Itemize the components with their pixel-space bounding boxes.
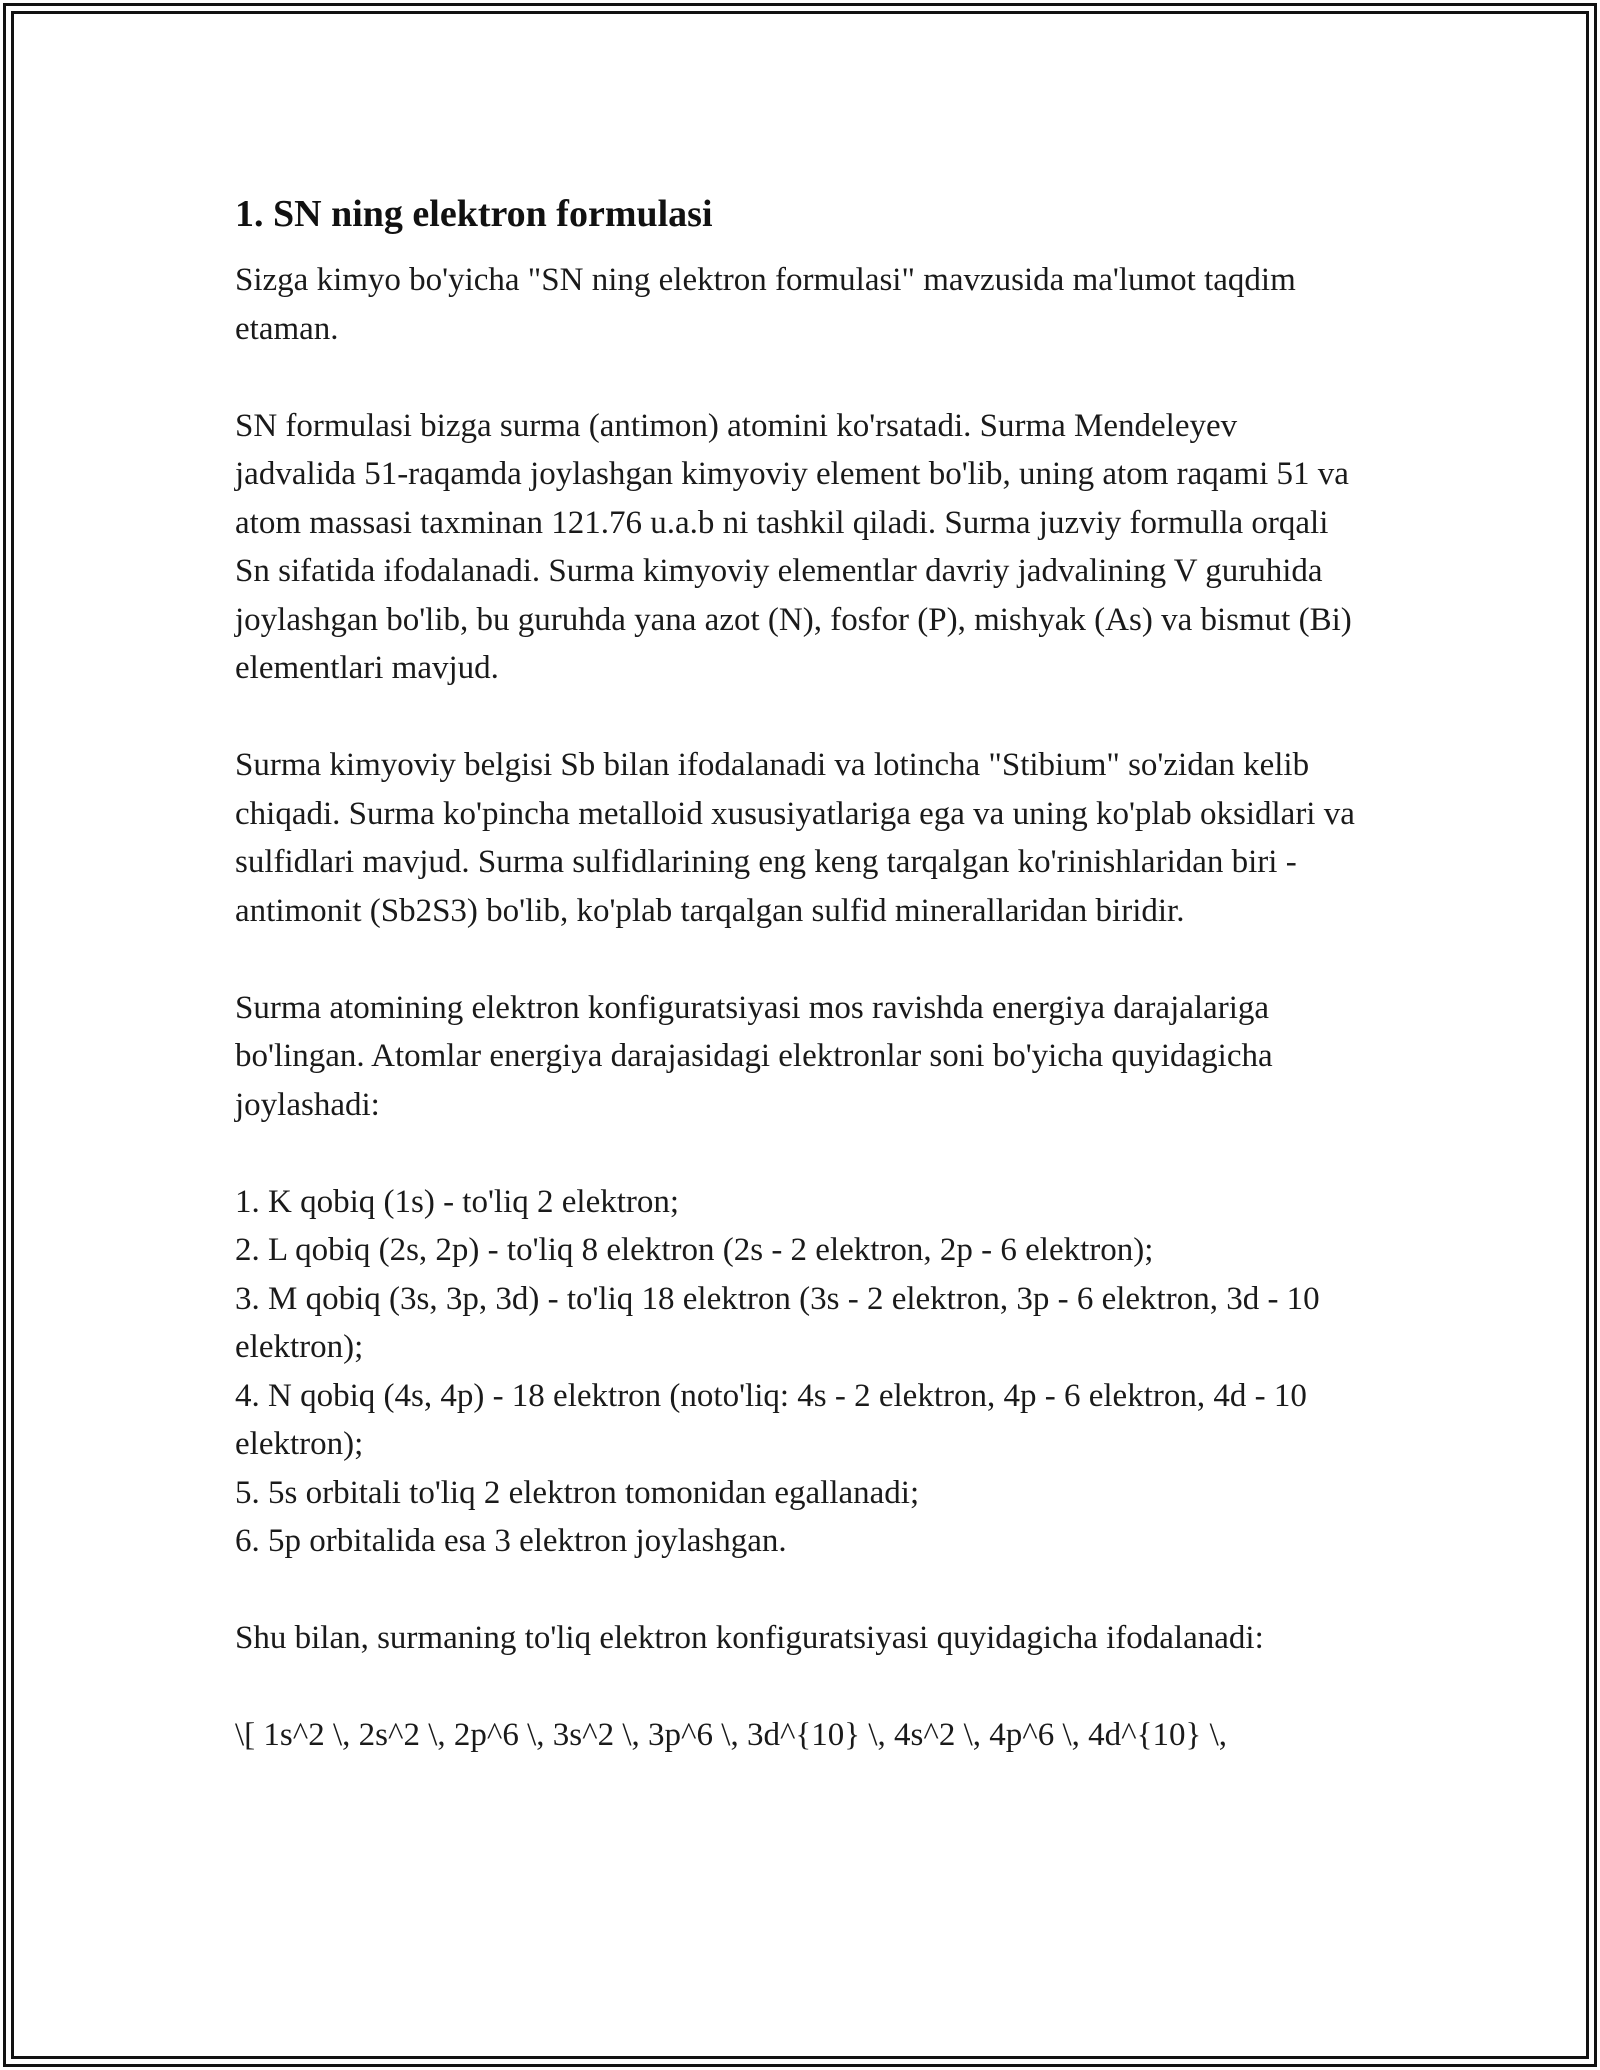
list-item: 6. 5p orbitalida esa 3 elektron joylashgan. [235,1523,787,1559]
antimony-overview-paragraph: SN formulasi bizga surma (antimon) atomini ko'rsatadi. Surma Mendeleyev jadvalida 51-raqamda joylashgan kimyoviy element bo'lib, uning atom raqami 51 va atom massasi taxminan 121.76 u.a.b ni tashkil qiladi. Surma juzviy formulla orqali Sn sifatida ifodalanadi. Surma kimyoviy elementlar davriy jadvalining V guruhida joylashgan bo'lib, bu guruhda yana azot (N), fosfor (P), mishyak (As) va bismut (Bi) elementlari mavjud. [235,407,1360,686]
document-body [235,186,1365,1760]
electron-config-intro-paragraph: Surma atomining elektron konfiguratsiyasi mos ravishda energiya darajalariga bo'lingan. Atomlar energiya darajasidagi elektronlar soni bo'yicha quyidagicha joylashadi: [235,989,1281,1123]
list-item: 3. M qobiq (3s, 3p, 3d) - to'liq 18 elektron (3s - 2 elektron, 3p - 6 elektron, 3d - 10 elektron); [235,1280,1320,1365]
electron-configuration-formula: \[ 1s^2 \, 2s^2 \, 2p^6 \, 3s^2 \, 3p^6 \, 3d^{10} \, 4s^2 \, 4p^6 \, 4d^{10} \, [235,1717,1228,1753]
list-item: 2. L qobiq (2s, 2p) - to'liq 8 elektron (2s - 2 elektron, 2p - 6 elektron); [235,1232,1154,1268]
intro-paragraph: Sizga kimyo bo'yicha "SN ning elektron formulasi" mavzusida ma'lumot taqdim etaman. [235,262,1304,347]
list-item: 4. N qobiq (4s, 4p) - 18 elektron (noto'liq: 4s - 2 elektron, 4p - 6 elektron, 4d - 10 elektron); [235,1377,1307,1462]
list-item: 5. 5s orbitali to'liq 2 elektron tomonidan egallanadi; [235,1474,920,1511]
antimony-symbol-paragraph: Surma kimyoviy belgisi Sb bilan ifodalanadi va lotincha "Stibium" so'zidan kelib chiqadi. Surma ko'pincha metalloid xususiyatlariga ega va uning ko'plab oksidlari va sulfidlari mavjud. Surma sulfidlarining eng keng tarqalgan ko'rinishlaridan biri - antimonit (Sb2S3) bo'lib, ko'plab tarqalgan sulfid minerallaridan biridir. [235,747,1364,929]
list-item: 1. K qobiq (1s) - to'liq 2 elektron; [235,1183,680,1220]
closing-paragraph: Shu bilan, surmaning to'liq elektron konfiguratsiyasi quyidagicha ifodalanadi: [235,1620,1264,1656]
electron-shell-list [235,1178,1365,1566]
document-title: 1. SN ning elektron formulasi [235,193,713,235]
